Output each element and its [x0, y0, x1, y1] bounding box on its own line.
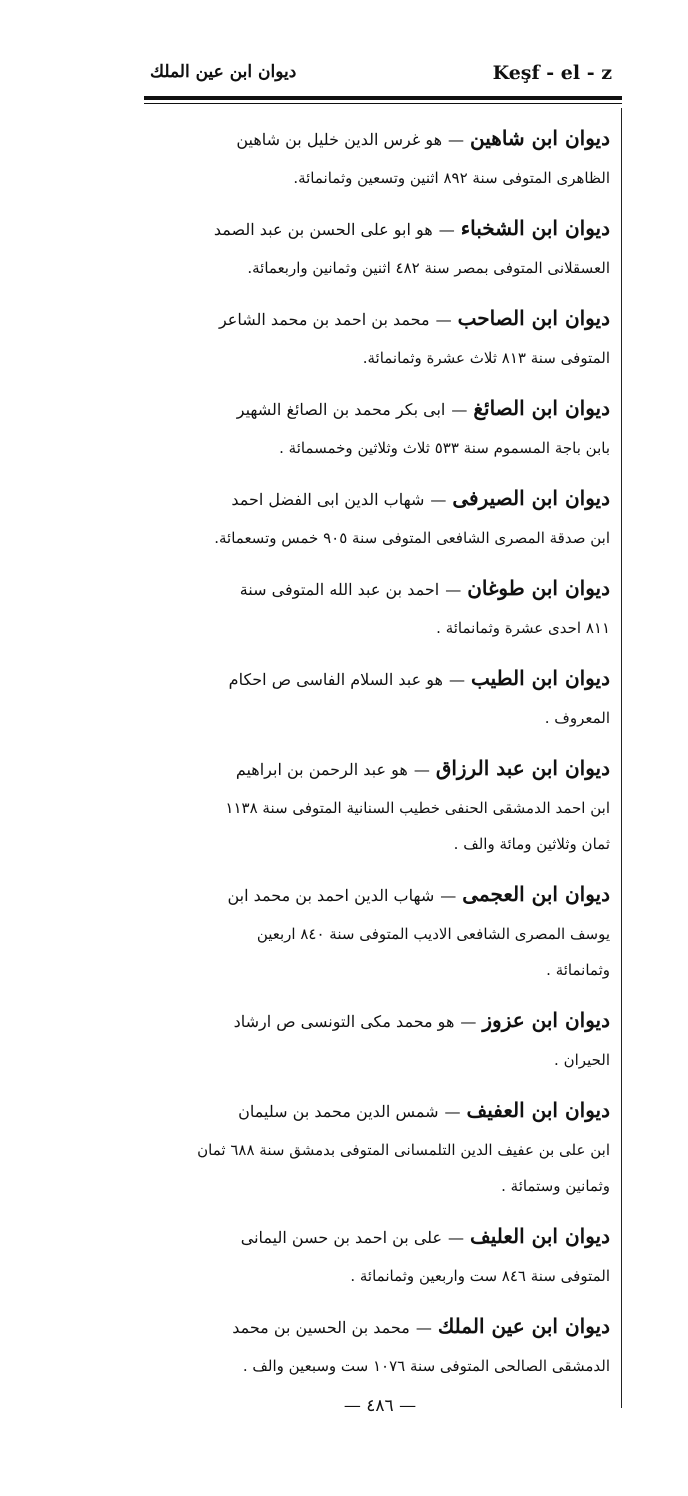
diwan-entry — [150, 748, 610, 862]
entry-list — [150, 118, 610, 1396]
entry-separator: — — [448, 1228, 465, 1247]
header-transliteration: Keşf - el - z — [492, 62, 612, 84]
entry-continuation-line: الحيران . — [554, 1051, 610, 1069]
diwan-entry — [150, 658, 610, 736]
entry-first-line — [150, 748, 610, 790]
diwan-entry — [150, 1090, 610, 1204]
diwan-entry — [150, 208, 610, 286]
diwan-entry — [150, 388, 610, 466]
entry-continuation-line: المتوفى سنة ٨٤٦ ست واربعين وثمانمائة . — [350, 1267, 610, 1285]
diwan-entry — [150, 1216, 610, 1294]
entry-heading: ديوان ابن الصائغ — [473, 396, 610, 420]
entry-text: محمد بن احمد بن محمد الشاعر — [218, 310, 430, 329]
entry-separator: — — [448, 130, 465, 149]
entry-separator: — — [448, 670, 465, 689]
header-rule-thin — [144, 103, 622, 104]
diwan-entry — [150, 1306, 610, 1384]
entry-continuation-line: ثمان وثلاثين ومائة والف . — [453, 835, 610, 853]
entry-first-line — [150, 1216, 610, 1258]
entry-heading: ديوان ابن عين الملك — [437, 1314, 610, 1338]
entry-continuation-line: العسقلانى المتوفى بمصر سنة ٤٨٢ اثنين وثمانين واربعمائة. — [247, 259, 610, 277]
entry-separator: — — [445, 580, 462, 599]
entry-continuation-line: الظاهرى المتوفى سنة ٨٩٢ اثنين وتسعين وثمانمائة. — [293, 169, 610, 187]
entry-heading: ديوان ابن العجمى — [462, 882, 610, 906]
entry-heading: ديوان ابن طوغان — [467, 576, 610, 600]
entry-continuation-line: ٨١١ احدى عشرة وثمانمائة . — [436, 619, 610, 637]
entry-text: هو غرس الدين خليل بن شاهين — [236, 130, 443, 149]
entry-first-line — [150, 298, 610, 340]
entry-text: احمد بن عبد الله المتوفى سنة — [239, 580, 440, 599]
entry-continuation-line: وثمانين وستمائة . — [501, 1177, 610, 1195]
entry-text: محمد بن الحسين بن محمد — [232, 1318, 410, 1337]
entry-text: هو عبد السلام الفاسى ص احكام — [228, 670, 443, 689]
entry-text: ابى بكر محمد بن الصائغ الشهير — [236, 400, 446, 419]
entry-first-line — [150, 478, 610, 520]
page-number: — ٤٨٦ — — [343, 1396, 417, 1416]
entry-first-line — [150, 1306, 610, 1348]
entry-continuation-line: المتوفى سنة ٨١٣ ثلاث عشرة وثمانمائة. — [362, 349, 610, 367]
entry-continuation-line: وثمانمائة . — [546, 961, 610, 979]
entry-text: هو ابو على الحسن بن عبد الصمد — [213, 220, 433, 239]
entry-separator: — — [413, 760, 430, 779]
header-running-title: ديوان ابن عين الملك — [150, 62, 297, 82]
entry-separator: — — [451, 400, 468, 419]
margin-line — [621, 108, 622, 1408]
entry-separator: — — [444, 1102, 461, 1121]
diwan-entry — [150, 568, 610, 646]
entry-separator: — — [415, 1318, 432, 1337]
entry-separator: — — [430, 490, 447, 509]
entry-text: شهاب الدين ابى الفضل احمد — [231, 490, 425, 509]
entry-separator: — — [460, 1012, 477, 1031]
entry-first-line — [150, 118, 610, 160]
entry-continuation-line: المعروف . — [544, 709, 610, 727]
entry-heading: ديوان ابن الطيب — [470, 666, 610, 690]
entry-first-line — [150, 208, 610, 250]
entry-continuation-line: يوسف المصرى الشافعى الاديب المتوفى سنة ٨٤٠ اربعين — [256, 925, 610, 943]
entry-first-line — [150, 568, 610, 610]
entry-text: هو عبد الرحمن بن ابراهيم — [235, 760, 408, 779]
entry-heading: ديوان ابن شاهين — [470, 126, 610, 150]
entry-continuation-line: ابن على بن عفيف الدين التلمسانى المتوفى بدمشق سنة ٦٨٨ ثمان — [197, 1141, 610, 1159]
diwan-entry — [150, 1000, 610, 1078]
diwan-entry — [150, 298, 610, 376]
entry-continuation-line: ابن صدقة المصرى الشافعى المتوفى سنة ٩٠٥ خمس وتسعمائة. — [214, 529, 610, 547]
entry-heading: ديوان ابن العفيف — [466, 1098, 610, 1122]
entry-first-line — [150, 1090, 610, 1132]
header-rule-thick — [144, 96, 622, 100]
entry-separator: — — [435, 310, 452, 329]
entry-text: شهاب الدين احمد بن محمد ابن — [227, 886, 435, 905]
diwan-entry — [150, 478, 610, 556]
entry-text: شمس الدين محمد بن سليمان — [238, 1102, 439, 1121]
entry-text: هو محمد مكى التونسى ص ارشاد — [233, 1012, 455, 1031]
entry-text: على بن احمد بن حسن اليمانى — [240, 1228, 443, 1247]
entry-heading: ديوان ابن العليف — [470, 1224, 610, 1248]
entry-heading: ديوان ابن الصاحب — [457, 306, 610, 330]
entry-first-line — [150, 658, 610, 700]
entry-separator: — — [440, 886, 457, 905]
entry-first-line — [150, 1000, 610, 1042]
entry-continuation-line: ابن احمد الدمشقى الحنفى خطيب السنانية المتوفى سنة ١١٣٨ — [225, 799, 610, 817]
entry-first-line — [150, 388, 610, 430]
diwan-entry — [150, 874, 610, 988]
entry-heading: ديوان ابن عبد الرزاق — [435, 756, 610, 780]
entry-continuation-line: بابن باجة المسموم سنة ٥٣٣ ثلاث وثلاثين وخمسمائة . — [279, 439, 610, 457]
entry-separator: — — [438, 220, 455, 239]
entry-first-line — [150, 874, 610, 916]
entry-heading: ديوان ابن الشخباء — [460, 216, 610, 240]
diwan-entry — [150, 118, 610, 196]
entry-heading: ديوان ابن عزوز — [482, 1008, 610, 1032]
entry-heading: ديوان ابن الصيرفى — [452, 486, 610, 510]
entry-continuation-line: الدمشقى الصالحى المتوفى سنة ١٠٧٦ ست وسبعين والف . — [242, 1357, 610, 1375]
